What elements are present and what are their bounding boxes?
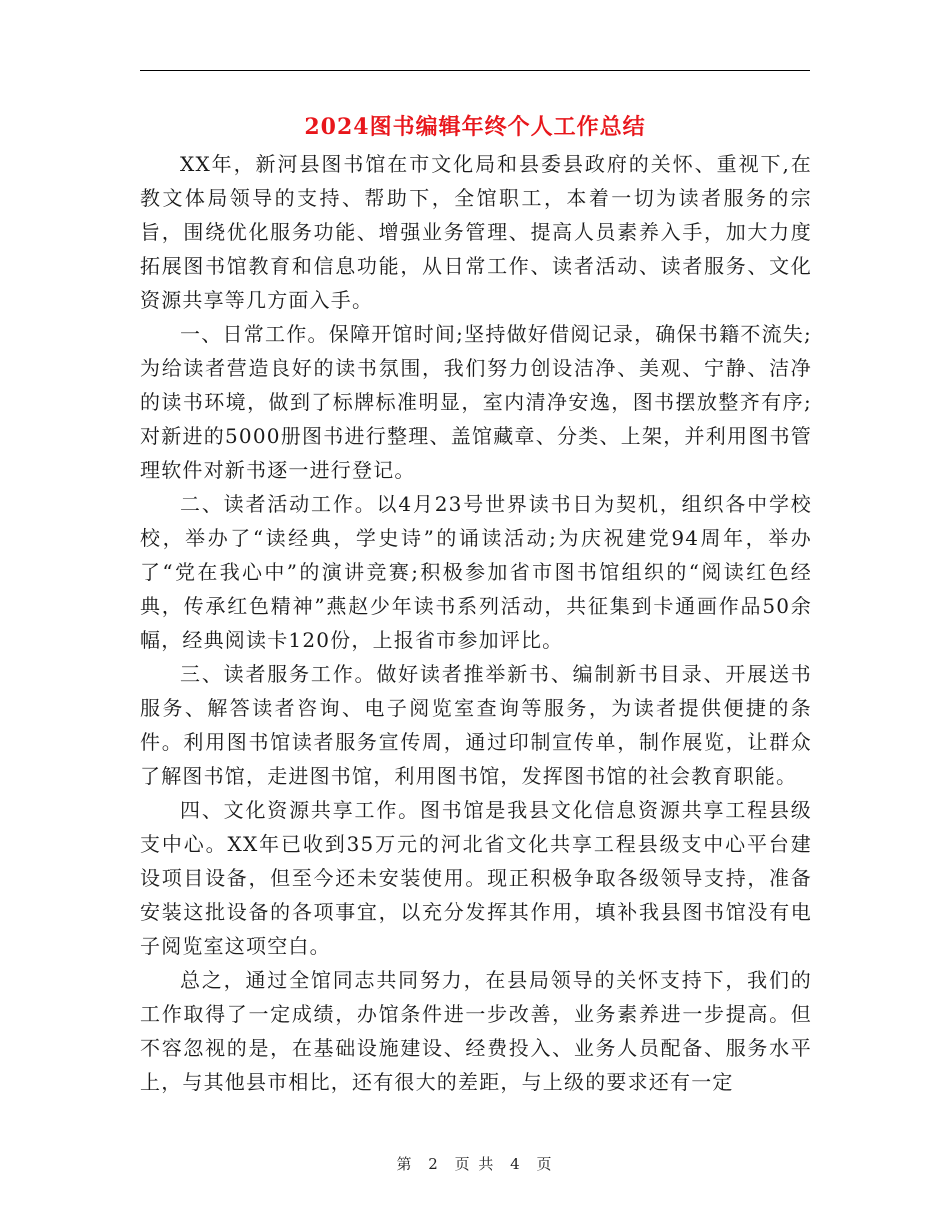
paragraph-reader-services: 三、读者服务工作。做好读者推举新书、编制新书目录、开展送书服务、解答读者咨询、电子阅览室查询等服务，为读者提供便捷的条件。利用图书馆读者服务宣传周，通过印制宣传单，制作展览，让群众了解图书馆，走进图书馆，利用图书馆，发挥图书馆的社会教育职能。	[140, 662, 812, 788]
footer-current-page: 2	[428, 1155, 440, 1173]
footer-total-pages: 4	[510, 1155, 522, 1173]
footer-suffix: 页	[536, 1155, 554, 1173]
page-footer	[0, 1153, 950, 1174]
paragraph-intro: XX年，新河县图书馆在市文化局和县委县政府的关怀、重视下,在教文体局领导的支持、帮助下，全馆职工，本着一切为读者服务的宗旨，围绕优化服务功能、增强业务管理、提高人员素养入手，加大力度拓展图书馆教育和信息功能，从日常工作、读者活动、读者服务、文化资源共享等几方面入手。	[140, 152, 812, 312]
paragraph-summary: 总之，通过全馆同志共同努力，在县局领导的关怀支持下，我们的工作取得了一定成绩，办馆条件进一步改善，业务素养进一步提高。但不容忽视的是，在基础设施建设、经费投入、业务人员配备、服务水平上，与其他县市相比，还有很大的差距，与上级的要求还有一定	[140, 968, 812, 1094]
footer-middle: 页 共	[454, 1155, 496, 1173]
document-body	[140, 147, 812, 1099]
paragraph-reader-activities: 二、读者活动工作。以4月23号世界读书日为契机，组织各中学校校，举办了“读经典，学史诗”的诵读活动;为庆祝建党94周年，举办了“党在我心中”的演讲竞赛;积极参加省市图书馆组织的“阅读红色经典，传承红色精神”燕赵少年读书系列活动，共征集到卡通画作品50余幅，经典阅读卡120份，上报省市参加评比。	[140, 492, 812, 652]
paragraph-daily-work: 一、日常工作。保障开馆时间;坚持做好借阅记录，确保书籍不流失;为给读者营造良好的读书氛围，我们努力创设洁净、美观、宁静、洁净的读书环境，做到了标牌标准明显，室内清净安逸，图书摆放整齐有序;对新进的5000册图书进行整理、盖馆藏章、分类、上架，并利用图书管理软件对新书逐一进行登记。	[140, 322, 812, 482]
footer-prefix: 第	[396, 1155, 414, 1173]
header-rule	[140, 70, 810, 71]
document-title: 2024图书编辑年终个人工作总结	[304, 114, 646, 140]
paragraph-resource-sharing: 四、文化资源共享工作。图书馆是我县文化信息资源共享工程县级支中心。XX年已收到35万元的河北省文化共享工程县级支中心平台建设项目设备，但至今还未安装使用。现正积极争取各级领导支持，准备安装这批设备的各项事宜，以充分发挥其作用，填补我县图书馆没有电子阅览室这项空白。	[140, 798, 812, 958]
